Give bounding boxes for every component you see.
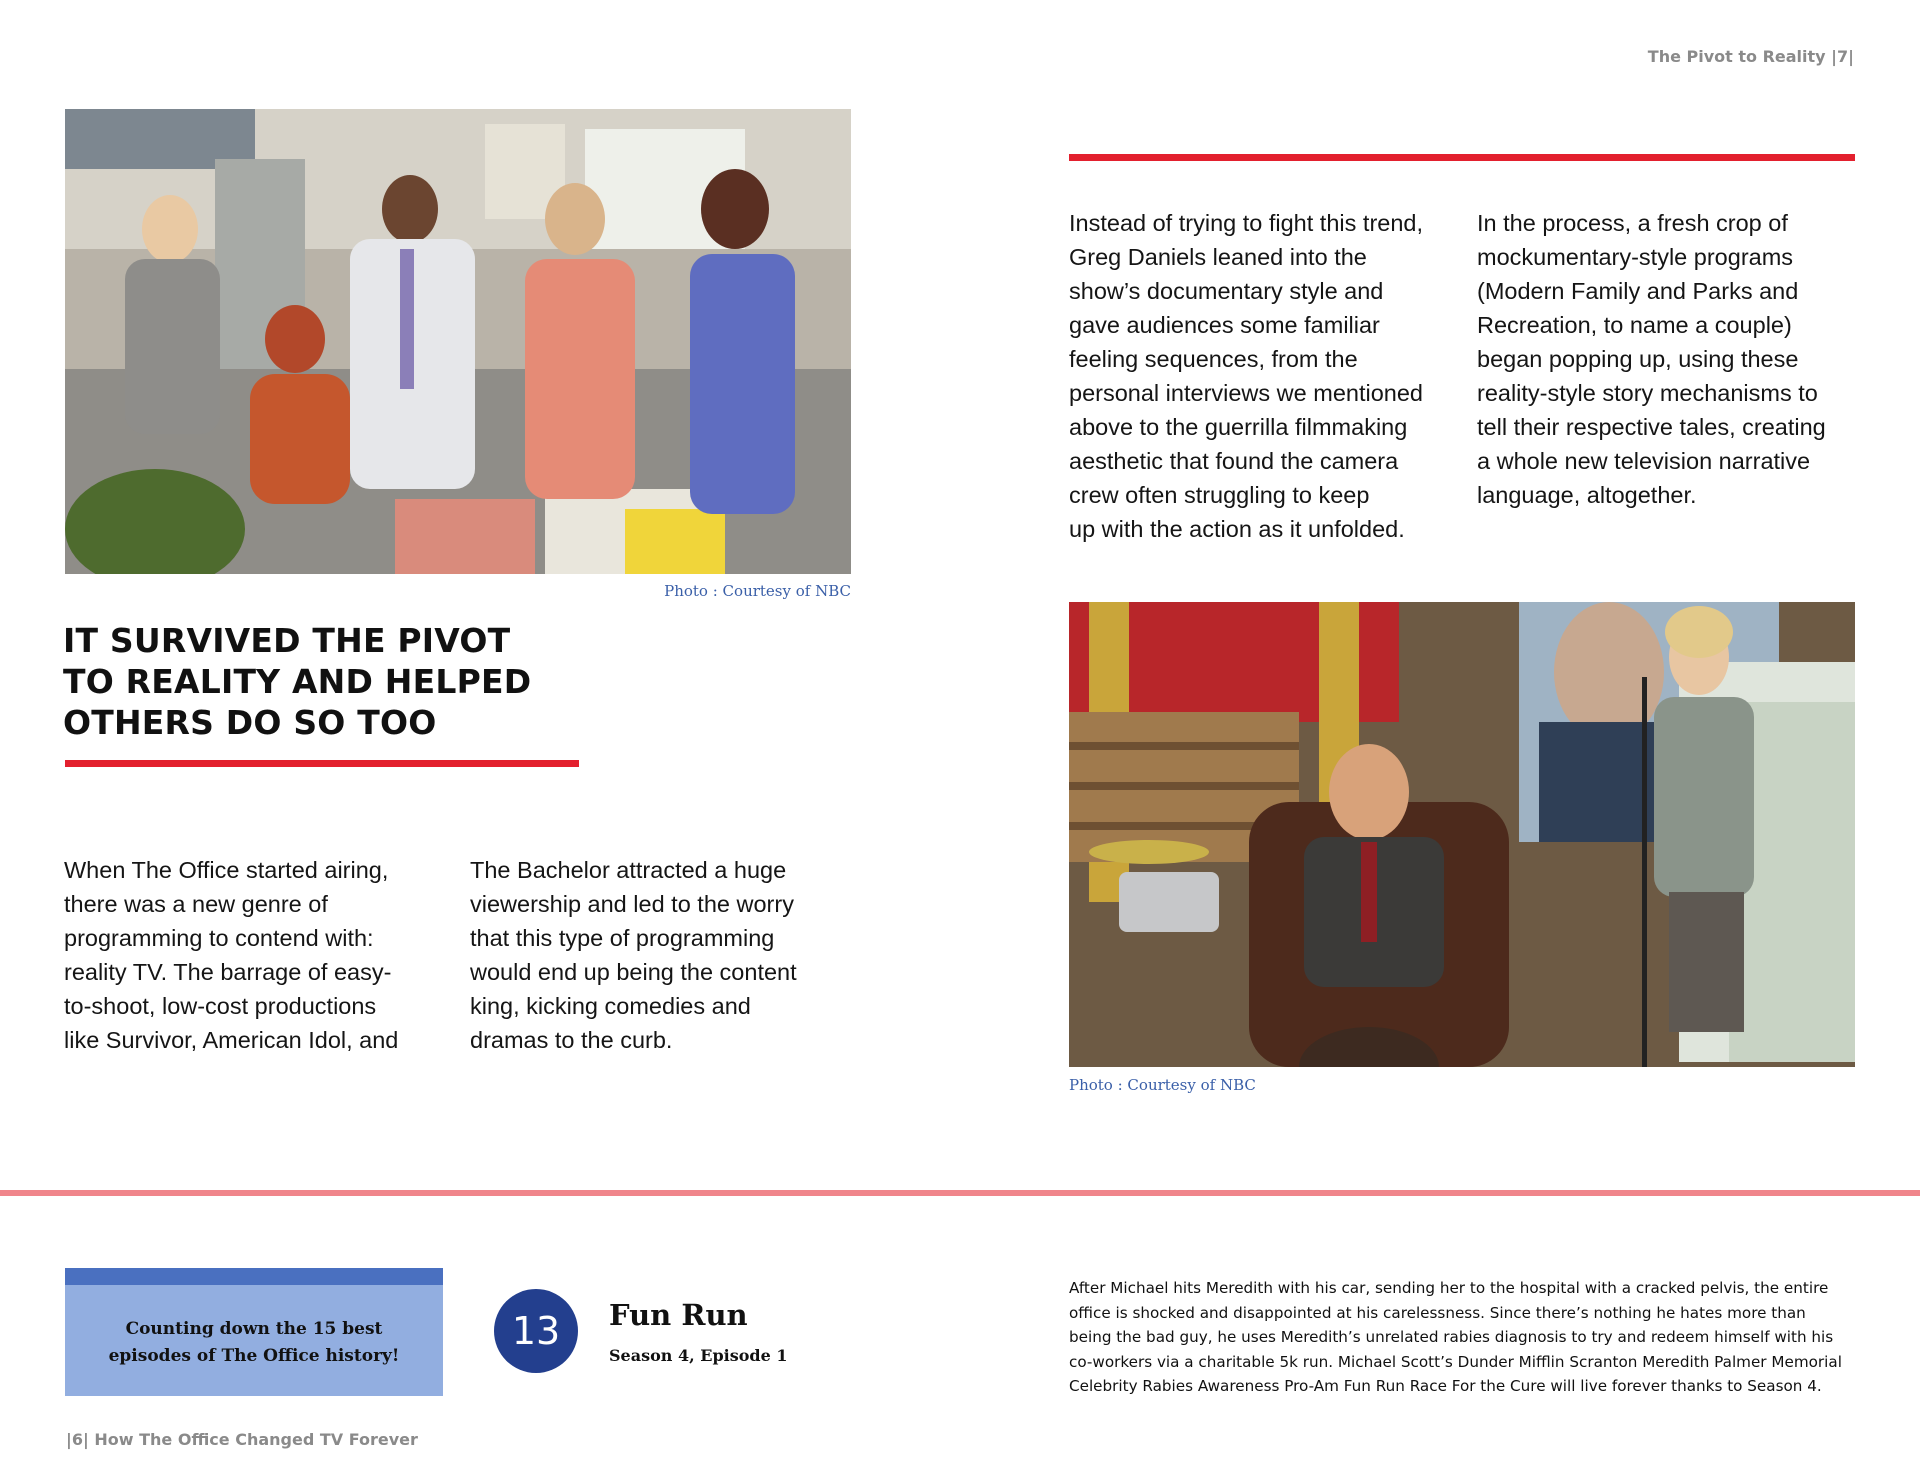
countdown-line: Counting down the 15 best [125,1319,383,1339]
episode-title: Fun Run [609,1298,748,1332]
text-line: (Modern Family and Parks and [1477,278,1799,304]
running-head-left: |6| How The Office Changed TV Forever [66,1430,418,1449]
top-rule [1069,154,1855,161]
episode-description [1069,1276,1859,1399]
warehouse-photo [1069,602,1855,1067]
text-line: there was a new genre of [64,891,328,917]
text-line: reality-style story mechanisms to [1477,380,1818,406]
photo-caption: Photo : Courtesy of NBC [1069,1076,1256,1094]
countdown-line: episodes of The Office history! [108,1346,400,1366]
text-line: dramas to the curb. [470,1027,673,1053]
episode-rank-badge: 13 [494,1289,578,1373]
text-line: tell their respective tales, creating [1477,414,1826,440]
text-line: above to the guerrilla filmmaking [1069,414,1408,440]
text-line: personal interviews we mentioned [1069,380,1423,406]
text-line: In the process, a fresh crop of [1477,210,1788,236]
text-line: When The Office started airing, [64,857,389,883]
section-divider [0,1190,1920,1196]
text-line: feeling sequences, from the [1069,346,1358,372]
text-line: reality TV. The barrage of easy- [64,959,392,985]
text-line: began popping up, using these [1477,346,1799,372]
text-line: Recreation, to name a couple) [1477,312,1792,338]
text-line: a whole new television narrative [1477,448,1811,474]
countdown-box [65,1268,443,1396]
text-line: co-workers via a charitable 5k run. Michael Scott’s Dunder Mifflin Scranton Meredith Palmer Memorial [1069,1352,1842,1371]
text-line: like Survivor, American Idol, and [64,1027,399,1053]
text-line: crew often struggling to keep [1069,482,1370,508]
office-group-photo [65,109,851,574]
text-line: that this type of programming [470,925,775,951]
text-line: Celebrity Rabies Awareness Pro-Am Fun Run Race For the Cure will live forever thanks to Season 4. [1069,1377,1822,1395]
headline-rule [65,760,579,767]
photo-caption: Photo : Courtesy of NBC [664,582,851,600]
text-line: being the bad guy, he uses Meredith’s unrelated rabies diagnosis to try and redeem himself with his [1069,1328,1834,1346]
article-column-4 [1477,206,1857,512]
section-headline [63,620,583,743]
text-line: mockumentary-style programs [1477,244,1794,270]
countdown-box-band [65,1268,443,1285]
text-line: office is shocked and disappointed at his carelessness. Since there’s nothing he hates more than [1069,1303,1806,1322]
text-line: programming to contend with: [64,925,374,951]
running-head-right: The Pivot to Reality |7| [1647,47,1854,66]
article-column-3 [1069,206,1449,546]
headline-line: OTHERS DO SO TOO [63,703,437,742]
text-line: gave audiences some familiar [1069,312,1380,338]
text-line: Greg Daniels leaned into the [1069,244,1367,270]
headline-line: TO REALITY AND HELPED [63,662,532,701]
text-line: would end up being the content [470,959,797,985]
article-column-1 [64,853,444,1057]
text-line: language, altogether. [1477,482,1697,508]
article-column-2 [470,853,850,1057]
text-line: aesthetic that found the camera [1069,448,1399,474]
text-line: After Michael hits Meredith with his car, sending her to the hospital with a cracked pelvis, the entire [1069,1279,1829,1297]
countdown-box-text [65,1316,443,1370]
text-line: king, kicking comedies and [470,993,751,1019]
text-line: viewership and led to the worry [470,891,794,917]
episode-season: Season 4, Episode 1 [609,1346,788,1365]
text-line: up with the action as it unfolded. [1069,516,1405,542]
text-line: to-shoot, low-cost productions [64,993,377,1019]
text-line: The Bachelor attracted a huge [470,857,787,883]
headline-line: IT SURVIVED THE PIVOT [63,621,511,660]
text-line: show’s documentary style and [1069,278,1384,304]
text-line: Instead of trying to fight this trend, [1069,210,1424,236]
